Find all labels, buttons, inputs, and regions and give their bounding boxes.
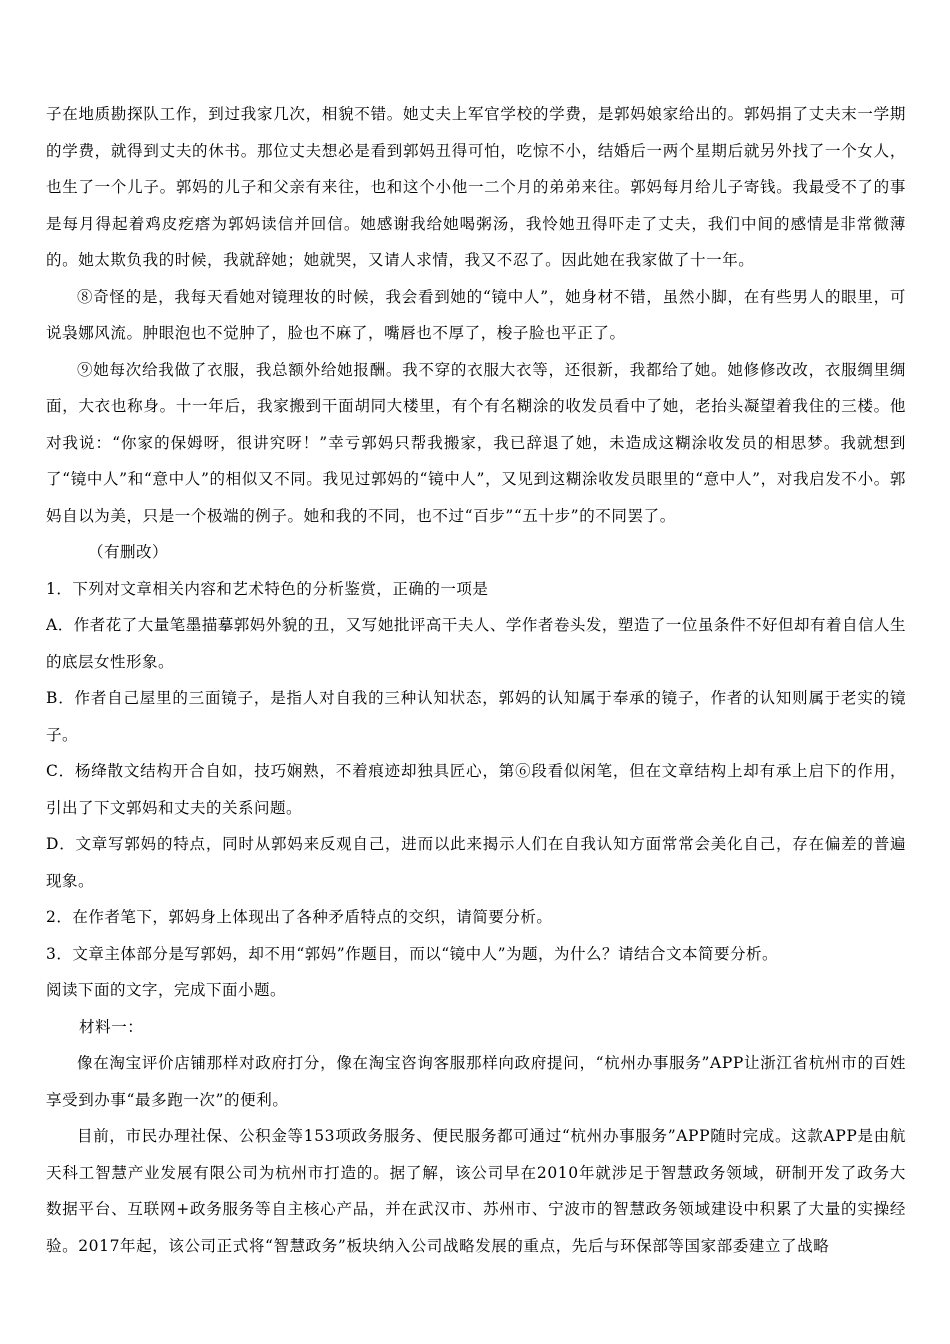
passage-paragraph-8: ⑧奇怪的是，我每天看她对镜理妆的时候，我会看到她的“镜中人”，她身材不错，虽然小脚，在有些男人的眼里，可说袅娜风流。肿眼泡也不觉肿了，脸也不麻了，嘴唇也不厚了，梭子脸也平正了。 <box>46 287 906 342</box>
edit-note: （有删改） <box>88 543 169 561</box>
material-one-label: 材料一： <box>79 1017 144 1036</box>
passage-paragraph-9: ⑨她每次给我做了衣服，我总额外给她报酬。我不穿的衣服大衣等，还很新，我都给了她。她修修改改，衣服绸里绸面，大衣也称身。十一年后，我家搬到干面胡同大楼里，有个有名糊涂的收发员看中了她，老抬头凝望着我住的三楼。他对我说：“你家的保姆呀，很讲究呀！”幸亏郭妈只帮我搬家，我已辞退了她，未造成这糊涂收发员的相思梦。我就想到了“镜中人”和“意中人”的相似又不同。我见过郭妈的“镜中人”，又见到这糊涂收发员眼里的“意中人”，对我启发不小。郭妈自以为美，只是一个极端的例子。她和我的不同，也不过“百步”“五十步”的不同罢了。 <box>46 360 906 525</box>
question-1-stem: 1．下列对文章相关内容和艺术特色的分析鉴赏，正确的一项是 <box>46 579 489 598</box>
question-1-option-b: B．作者自己屋里的三面镜子，是指人对自我的三种认知状态，郭妈的认知属于奉承的镜子，作者的认知则属于老实的镜子。 <box>46 689 906 744</box>
question-1-option-d: D．文章写郭妈的特点，同时从郭妈来反观自己，进而以此来揭示人们在自我认知方面常常会美化自己，存在偏差的普遍现象。 <box>46 835 906 890</box>
material-one-paragraph-2: 目前，市民办理社保、公积金等153项政务服务、便民服务都可通过“杭州办事服务”APP随时完成。这款APP是由航天科工智慧产业发展有限公司为杭州市打造的。据了解，该公司早在2010年就涉足于智慧政务领域，研制开发了政务大数据平台、互联网+政务服务等自主核心产品，并在武汉市、苏州市、宁波市的智慧政务领域建设中积累了大量的实操经验。2017年起，该公司正式将“智慧政务”板块纳入公司战略发展的重点，先后与环保部等国家部委建立了战略 <box>46 1127 906 1255</box>
passage-paragraph-7-continued: 子在地质勘探队工作，到过我家几次，相貌不错。她丈夫上军官学校的学费，是郭妈娘家给出的。郭妈捐了丈夫末一学期的学费，就得到丈夫的休书。那位丈夫想必是看到郭妈丑得可怕，吃惊不小，结婚后一两个星期后就另外找了一个女人，也生了一个儿子。郭妈的儿子和父亲有来往，也和这个小他一二个月的弟弟来往。郭妈每月给儿子寄钱。我最受不了的事是每月得起着鸡皮疙瘩为郭妈读信并回信。她感谢我给她喝粥汤，我怜她丑得吓走了丈夫，我们中间的感情是非常微薄的。她太欺负我的时候，我就辞她；她就哭，又请人求情，我又不忍了。因此她在我家做了十一年。 <box>46 105 906 269</box>
question-2: 2．在作者笔下，郭妈身上体现出了各种矛盾特点的交织，请简要分析。 <box>46 908 553 926</box>
reading-instruction: 阅读下面的文字，完成下面小题。 <box>46 981 287 999</box>
document-page <box>46 96 906 1264</box>
material-one-paragraph-1: 像在淘宝评价店铺那样对政府打分，像在淘宝咨询客服那样向政府提问，“杭州办事服务”APP让浙江省杭州市的百姓享受到办事“最多跑一次”的便利。 <box>46 1054 906 1109</box>
question-1-option-c: C．杨绛散文结构开合自如，技巧娴熟，不着痕迹却独具匠心，第⑥段看似闲笔，但在文章结构上却有承上启下的作用，引出了下文郭妈和丈夫的关系问题。 <box>46 762 906 817</box>
question-3: 3．文章主体部分是写郭妈，却不用“郭妈”作题目，而以“镜中人”为题，为什么？请结合文本简要分析。 <box>46 944 779 963</box>
question-1-option-a: A．作者花了大量笔墨描摹郭妈外貌的丑，又写她批评高干夫人、学作者卷头发，塑造了一位虽条件不好但却有着自信人生的底层女性形象。 <box>46 616 906 671</box>
